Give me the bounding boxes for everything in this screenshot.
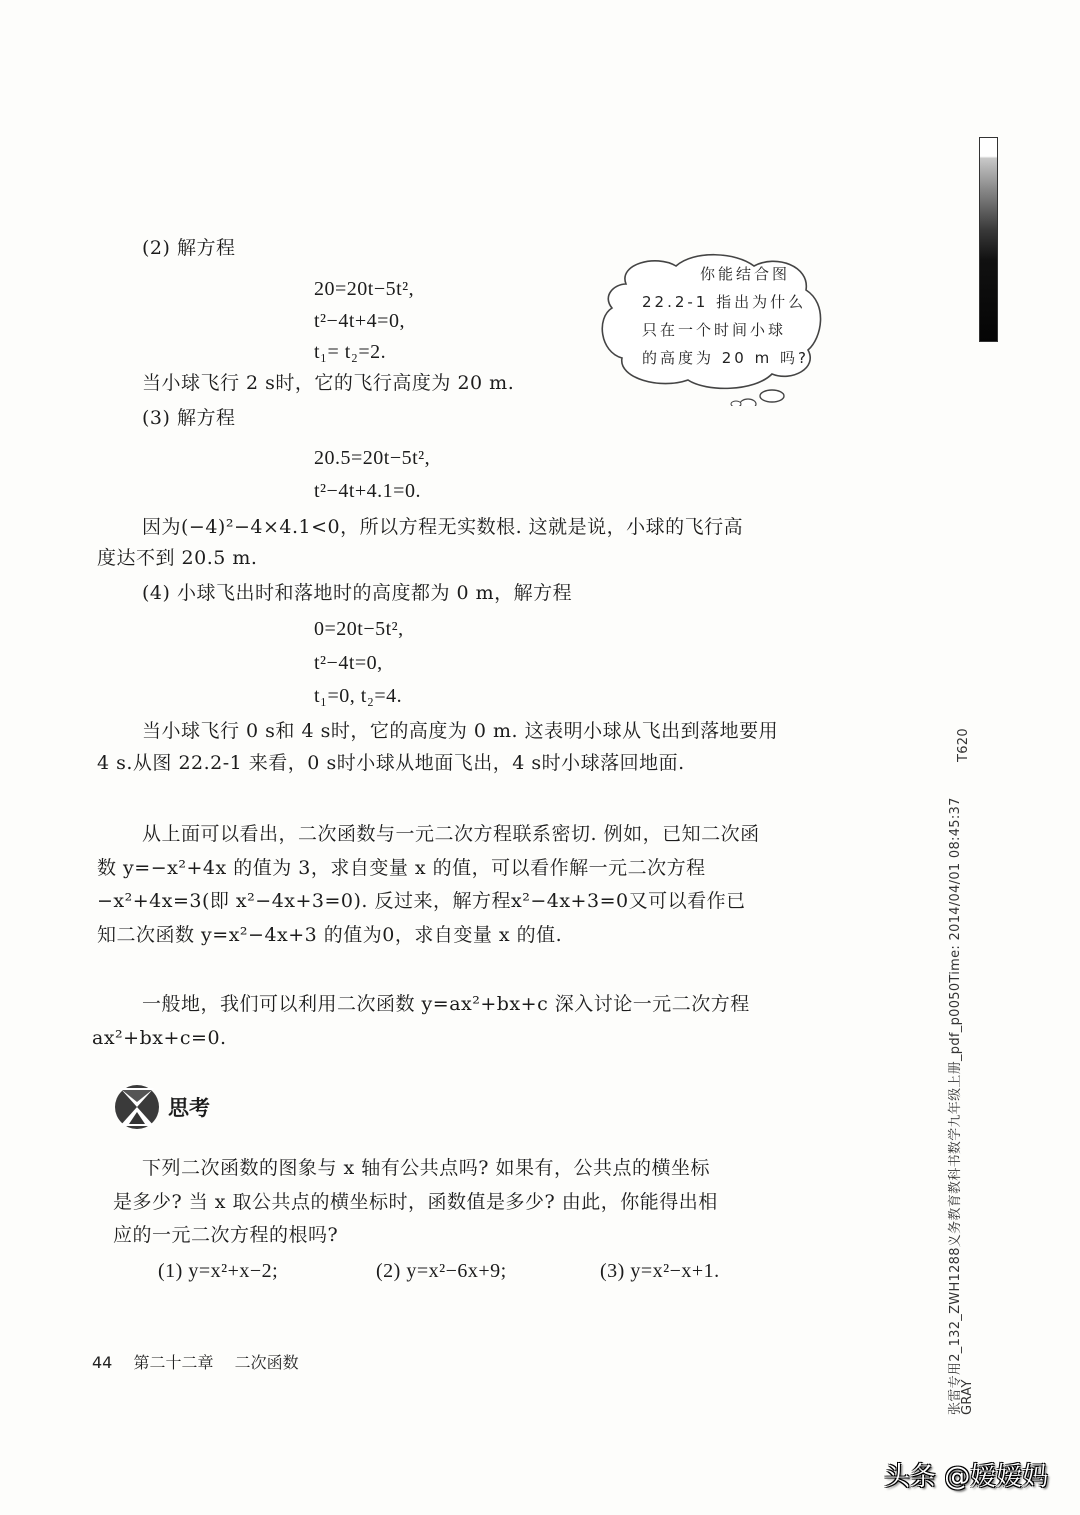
part3-equation-2: t²−4t+4.1=0. [314,480,421,502]
part3-label: (3) 解方程 [142,407,236,429]
think-item-1: (1) y=x²+x−2; [158,1260,279,1282]
part2-equation-1: 20=20t−5t², [314,278,415,300]
paragraph2-line-2: ax²+bx+c=0. [92,1027,227,1049]
think-line-1: 下列二次函数的图象与 x 轴有公共点吗? 如果有，公共点的横坐标 [142,1157,711,1179]
part3-equation-1: 20.5=20t−5t², [314,447,431,469]
gray-scale-bar [979,137,998,342]
part4-equation-2: t²−4t=0, [314,652,383,674]
source-watermark: 头条 @嫒嫒妈 [884,1462,1049,1492]
part2-label: (2) 解方程 [142,237,236,259]
cloud-line-2: 22.2-1 指出为什么 [642,293,807,311]
think-item-2: (2) y=x²−6x+9; [376,1260,507,1282]
margin-code: T620 [956,728,971,762]
part3-conclusion-line-1: 因为(−4)²−4×4.1<0，所以方程无实数根. 这就是说，小球的飞行高 [142,516,744,538]
part4-label: (4) 小球飞出时和落地时的高度都为 0 m，解方程 [142,582,573,604]
think-line-3: 应的一元二次方程的根吗? [113,1224,339,1246]
think-line-2: 是多少? 当 x 取公共点的横坐标时，函数值是多少? 由此，你能得出相 [113,1191,718,1213]
chapter-title: 二次函数 [234,1353,299,1372]
part2-equation-2: t²−4t+4=0, [314,310,405,332]
part2-conclusion: 当小球飞行 2 s时，它的飞行高度为 20 m. [142,372,515,394]
think-item-3: (3) y=x²−x+1. [600,1260,720,1282]
cloud-line-1: 你能结合图 [699,265,790,283]
part4-conclusion-line-2: 4 s.从图 22.2-1 来看，0 s时小球从地面飞出，4 s时小球落回地面. [97,752,685,774]
paragraph2-line-1: 一般地，我们可以利用二次函数 y=ax²+bx+c 深入讨论一元二次方程 [142,993,750,1015]
think-section-title: 思考 [168,1096,210,1120]
margin-gray-label: GRAY [960,1379,975,1415]
page-number: 44 [92,1353,113,1372]
cloud-line-4: 的高度为 20 m 吗? [642,349,809,367]
page-footer [92,1350,315,1373]
part2-equation-3: t₁= t₂=2. [314,341,387,363]
part4-equation-1: 0=20t−5t², [314,618,404,640]
paragraph1-line-1: 从上面可以看出，二次函数与一元二次方程联系密切. 例如，已知二次函 [142,823,760,845]
part3-conclusion-line-2: 度达不到 20.5 m. [97,547,258,569]
paragraph1-line-2: 数 y=−x²+4x 的值为 3，求自变量 x 的值，可以看作解一元二次方程 [97,857,706,879]
paragraph1-line-3: −x²+4x=3(即 x²−4x+3=0). 反过来，解方程x²−4x+3=0又可以看作已 [97,890,746,912]
chapter-label: 第二十二章 [133,1353,214,1372]
think-section-icon [114,1084,160,1130]
cloud-line-3: 只在一个时间小球 [642,321,787,339]
margin-print-info: 张雷专用2_132_ZWH1288义务教育教科书数学九年级上册_pdf_p0050Time: 2014/04/01 08:45:37 [948,797,963,1415]
part4-equation-3: t₁=0, t₂=4. [314,685,403,707]
cloud-question [642,260,809,372]
paragraph1-line-4: 知二次函数 y=x²−4x+3 的值为0，求自变量 x 的值. [97,924,563,946]
part4-conclusion-line-1: 当小球飞行 0 s和 4 s时，它的高度为 0 m. 这表明小球从飞出到落地要用 [142,720,779,742]
